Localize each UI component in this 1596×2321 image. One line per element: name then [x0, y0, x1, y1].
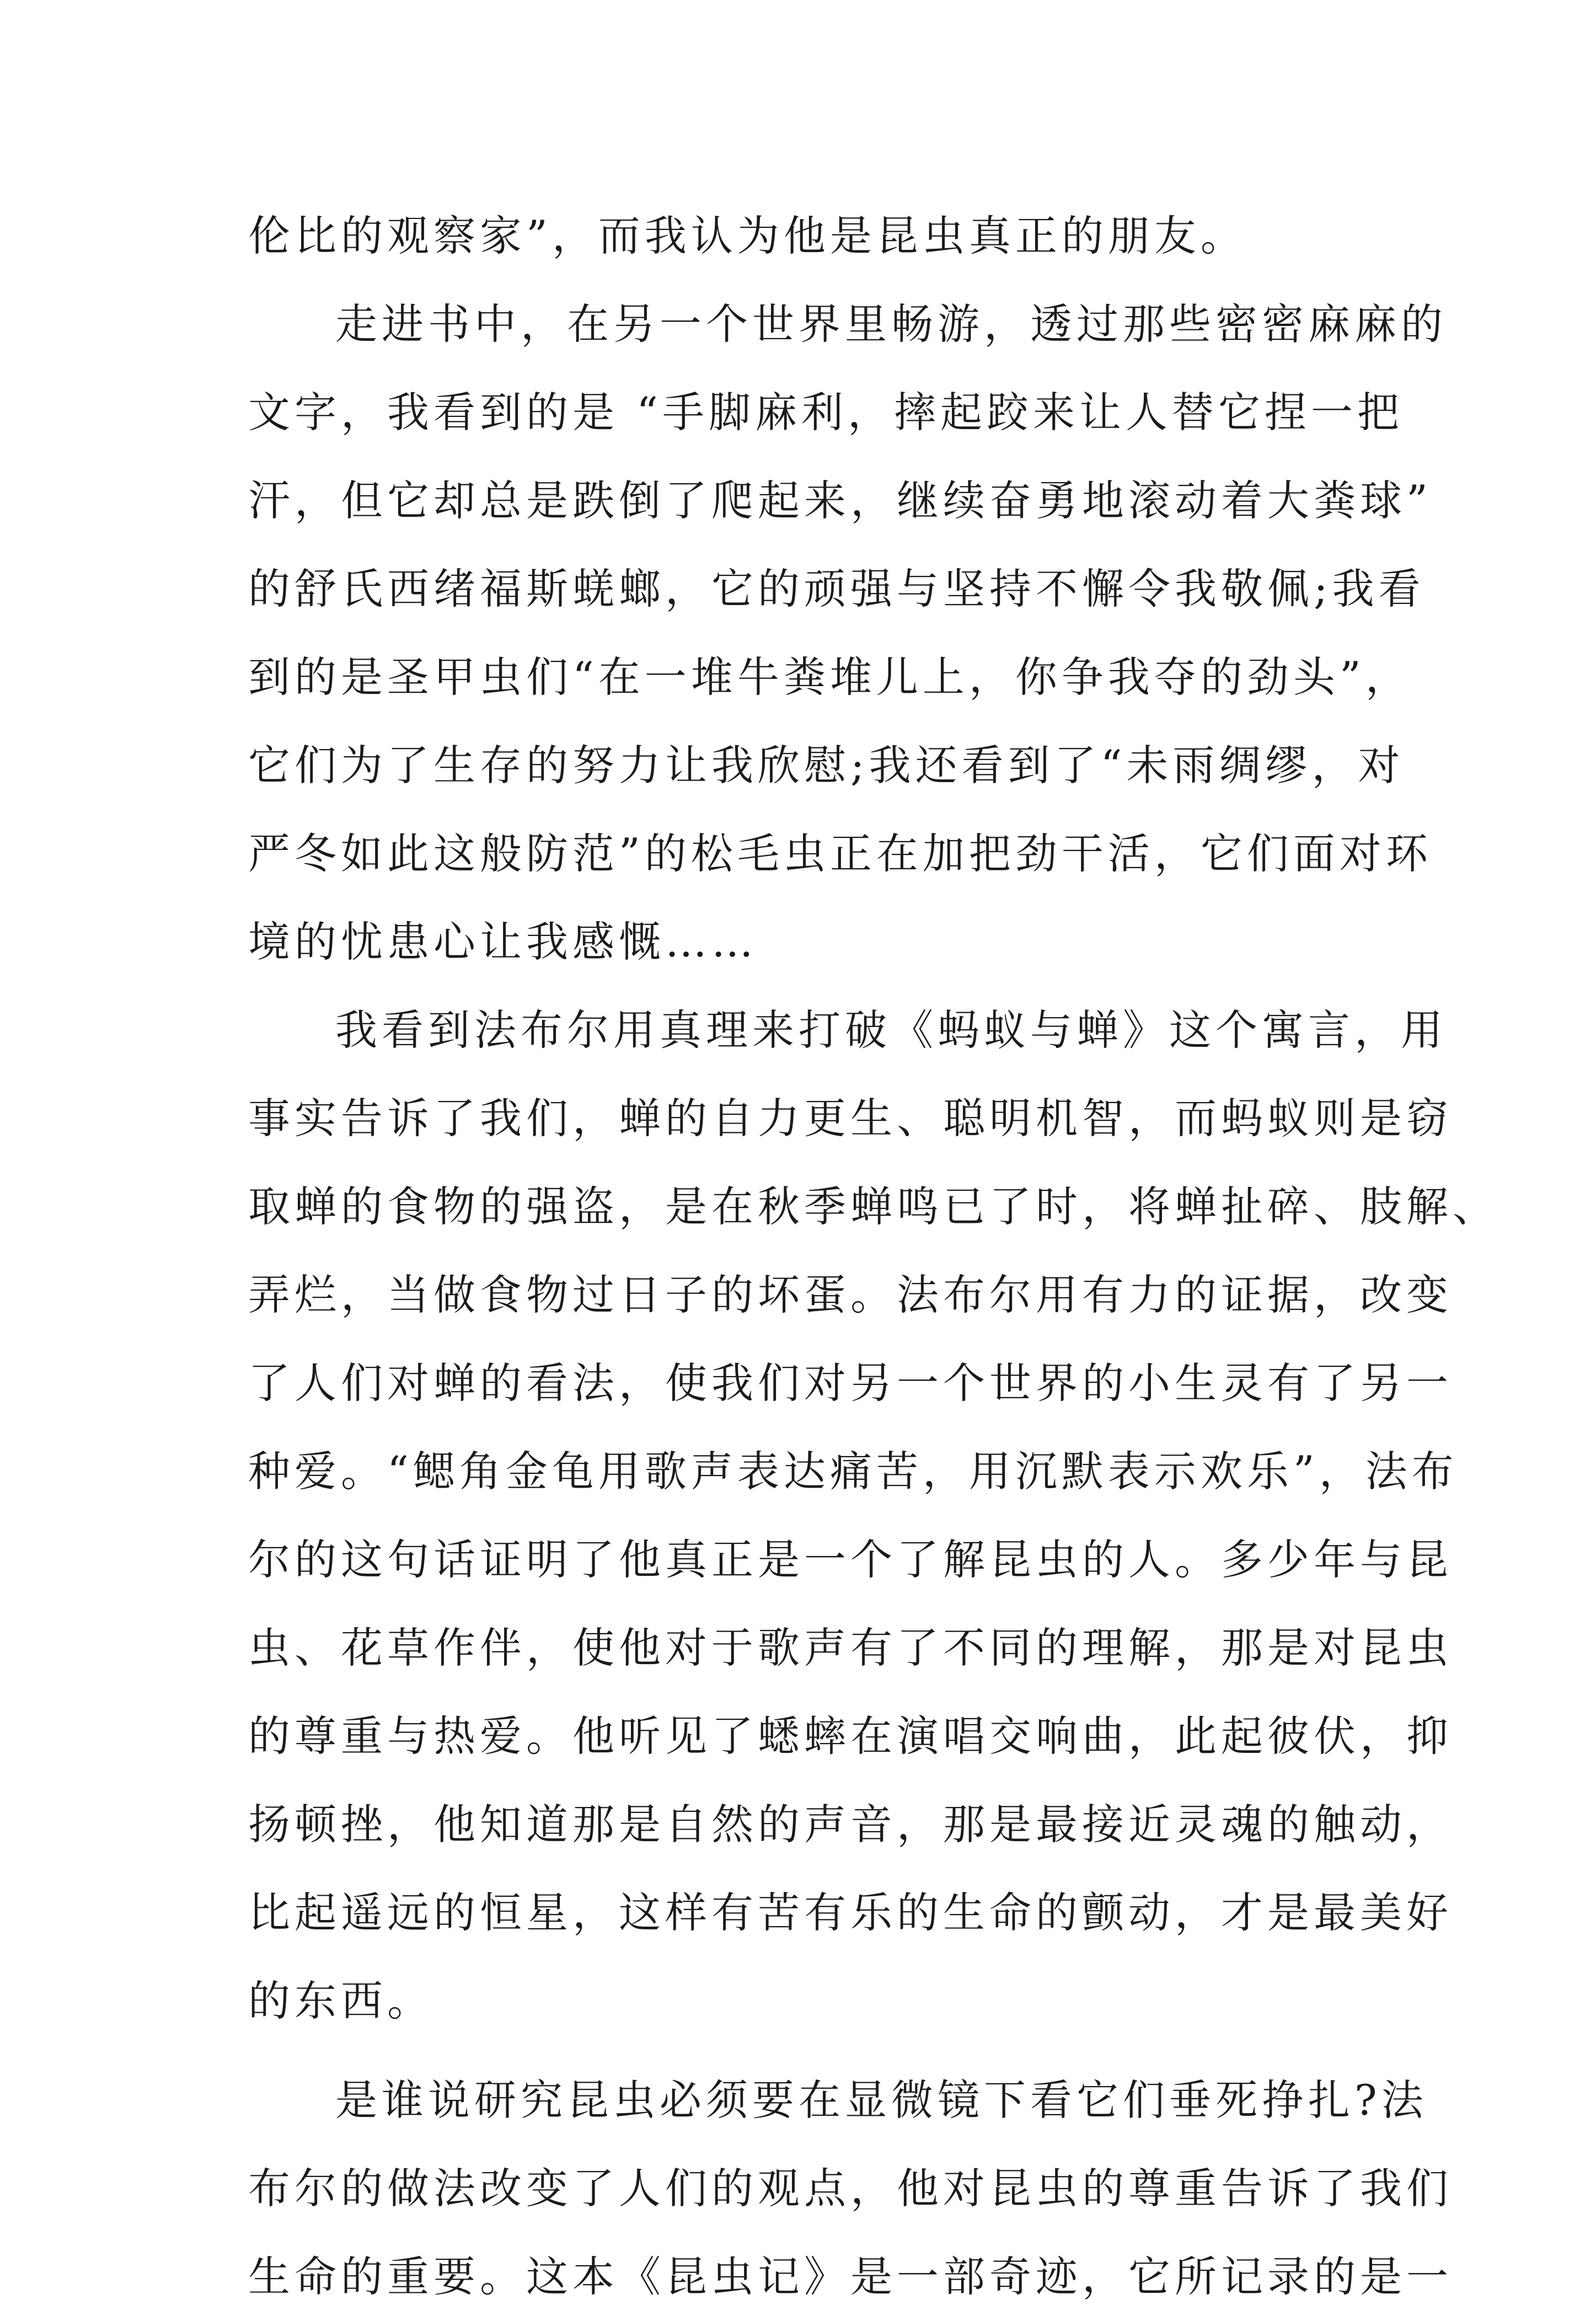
- text-line: 境的忧患心让我感慨……: [248, 917, 758, 966]
- paragraph-start-line: 走进书中，在另一个世界里畅游，透过那些密密麻麻的: [335, 300, 1447, 349]
- text-line: 尔的这句话证明了他真正是一个了解昆虫的人。多少年与昆: [248, 1535, 1453, 1584]
- text-line: 的舒氏西绪福斯蜣螂，它的顽强与坚持不懈令我敬佩;我看: [248, 564, 1425, 613]
- text-line: 弄烂，当做食物过日子的坏蛋。法布尔用有力的证据，改变: [248, 1270, 1453, 1319]
- text-line: 布尔的做法改变了人们的观点，他对昆虫的尊重告诉了我们: [248, 2164, 1453, 2213]
- text-line: 的尊重与热爱。他听见了蟋蟀在演唱交响曲，此起彼伏，抑: [248, 1712, 1453, 1761]
- text-line: 事实告诉了我们，蝉的自力更生、聪明机智，而蚂蚁则是窃: [248, 1094, 1453, 1143]
- text-line: 虫、花草作伴，使他对于歌声有了不同的理解，那是对昆虫: [248, 1623, 1453, 1672]
- text-line: 汗，但它却总是跌倒了爬起来，继续奋勇地滚动着大粪球”: [248, 476, 1432, 525]
- text-line: 生命的重要。这本《昆虫记》是一部奇迹，它所记录的是一: [248, 2252, 1453, 2301]
- text-line: 伦比的观察家”，而我认为他是昆虫真正的朋友。: [248, 211, 1247, 260]
- text-line: 了人们对蝉的看法，使我们对另一个世界的小生灵有了另一: [248, 1359, 1453, 1408]
- text-line: 比起遥远的恒星，这样有苦有乐的生命的颤动，才是最美好: [248, 1888, 1453, 1937]
- text-line: 种爱。“鳃角金龟用歌声表达痛苦，用沉默表示欢乐”，法布: [248, 1447, 1458, 1496]
- paragraph-start-line: 我看到法布尔用真理来打破《蚂蚁与蝉》这个寓言，用: [335, 1006, 1447, 1055]
- text-line: 它们为了生存的努力让我欣慰;我还看到了“未雨绸缪，对: [248, 741, 1405, 790]
- paragraph-start-line: 是谁说研究昆虫必须要在显微镜下看它们垂死挣扎?法: [335, 2076, 1428, 2125]
- text-line: 的东西。: [248, 1976, 433, 2025]
- text-line: 严冬如此这般防范”的松毛虫正在加把劲干活，它们面对环: [248, 829, 1432, 878]
- text-line: 到的是圣甲虫们“在一堆牛粪堆儿上，你争我夺的劲头”，: [248, 653, 1412, 702]
- text-line: 文字，我看到的是 “手脚麻利，摔起跤来让人替它捏一把: [248, 388, 1404, 437]
- text-line: 取蝉的食物的强盗，是在秋季蝉鸣已了时，将蝉扯碎、肢解、: [248, 1182, 1499, 1231]
- text-line: 扬顿挫，他知道那是自然的声音，那是最接近灵魂的触动，: [248, 1800, 1453, 1849]
